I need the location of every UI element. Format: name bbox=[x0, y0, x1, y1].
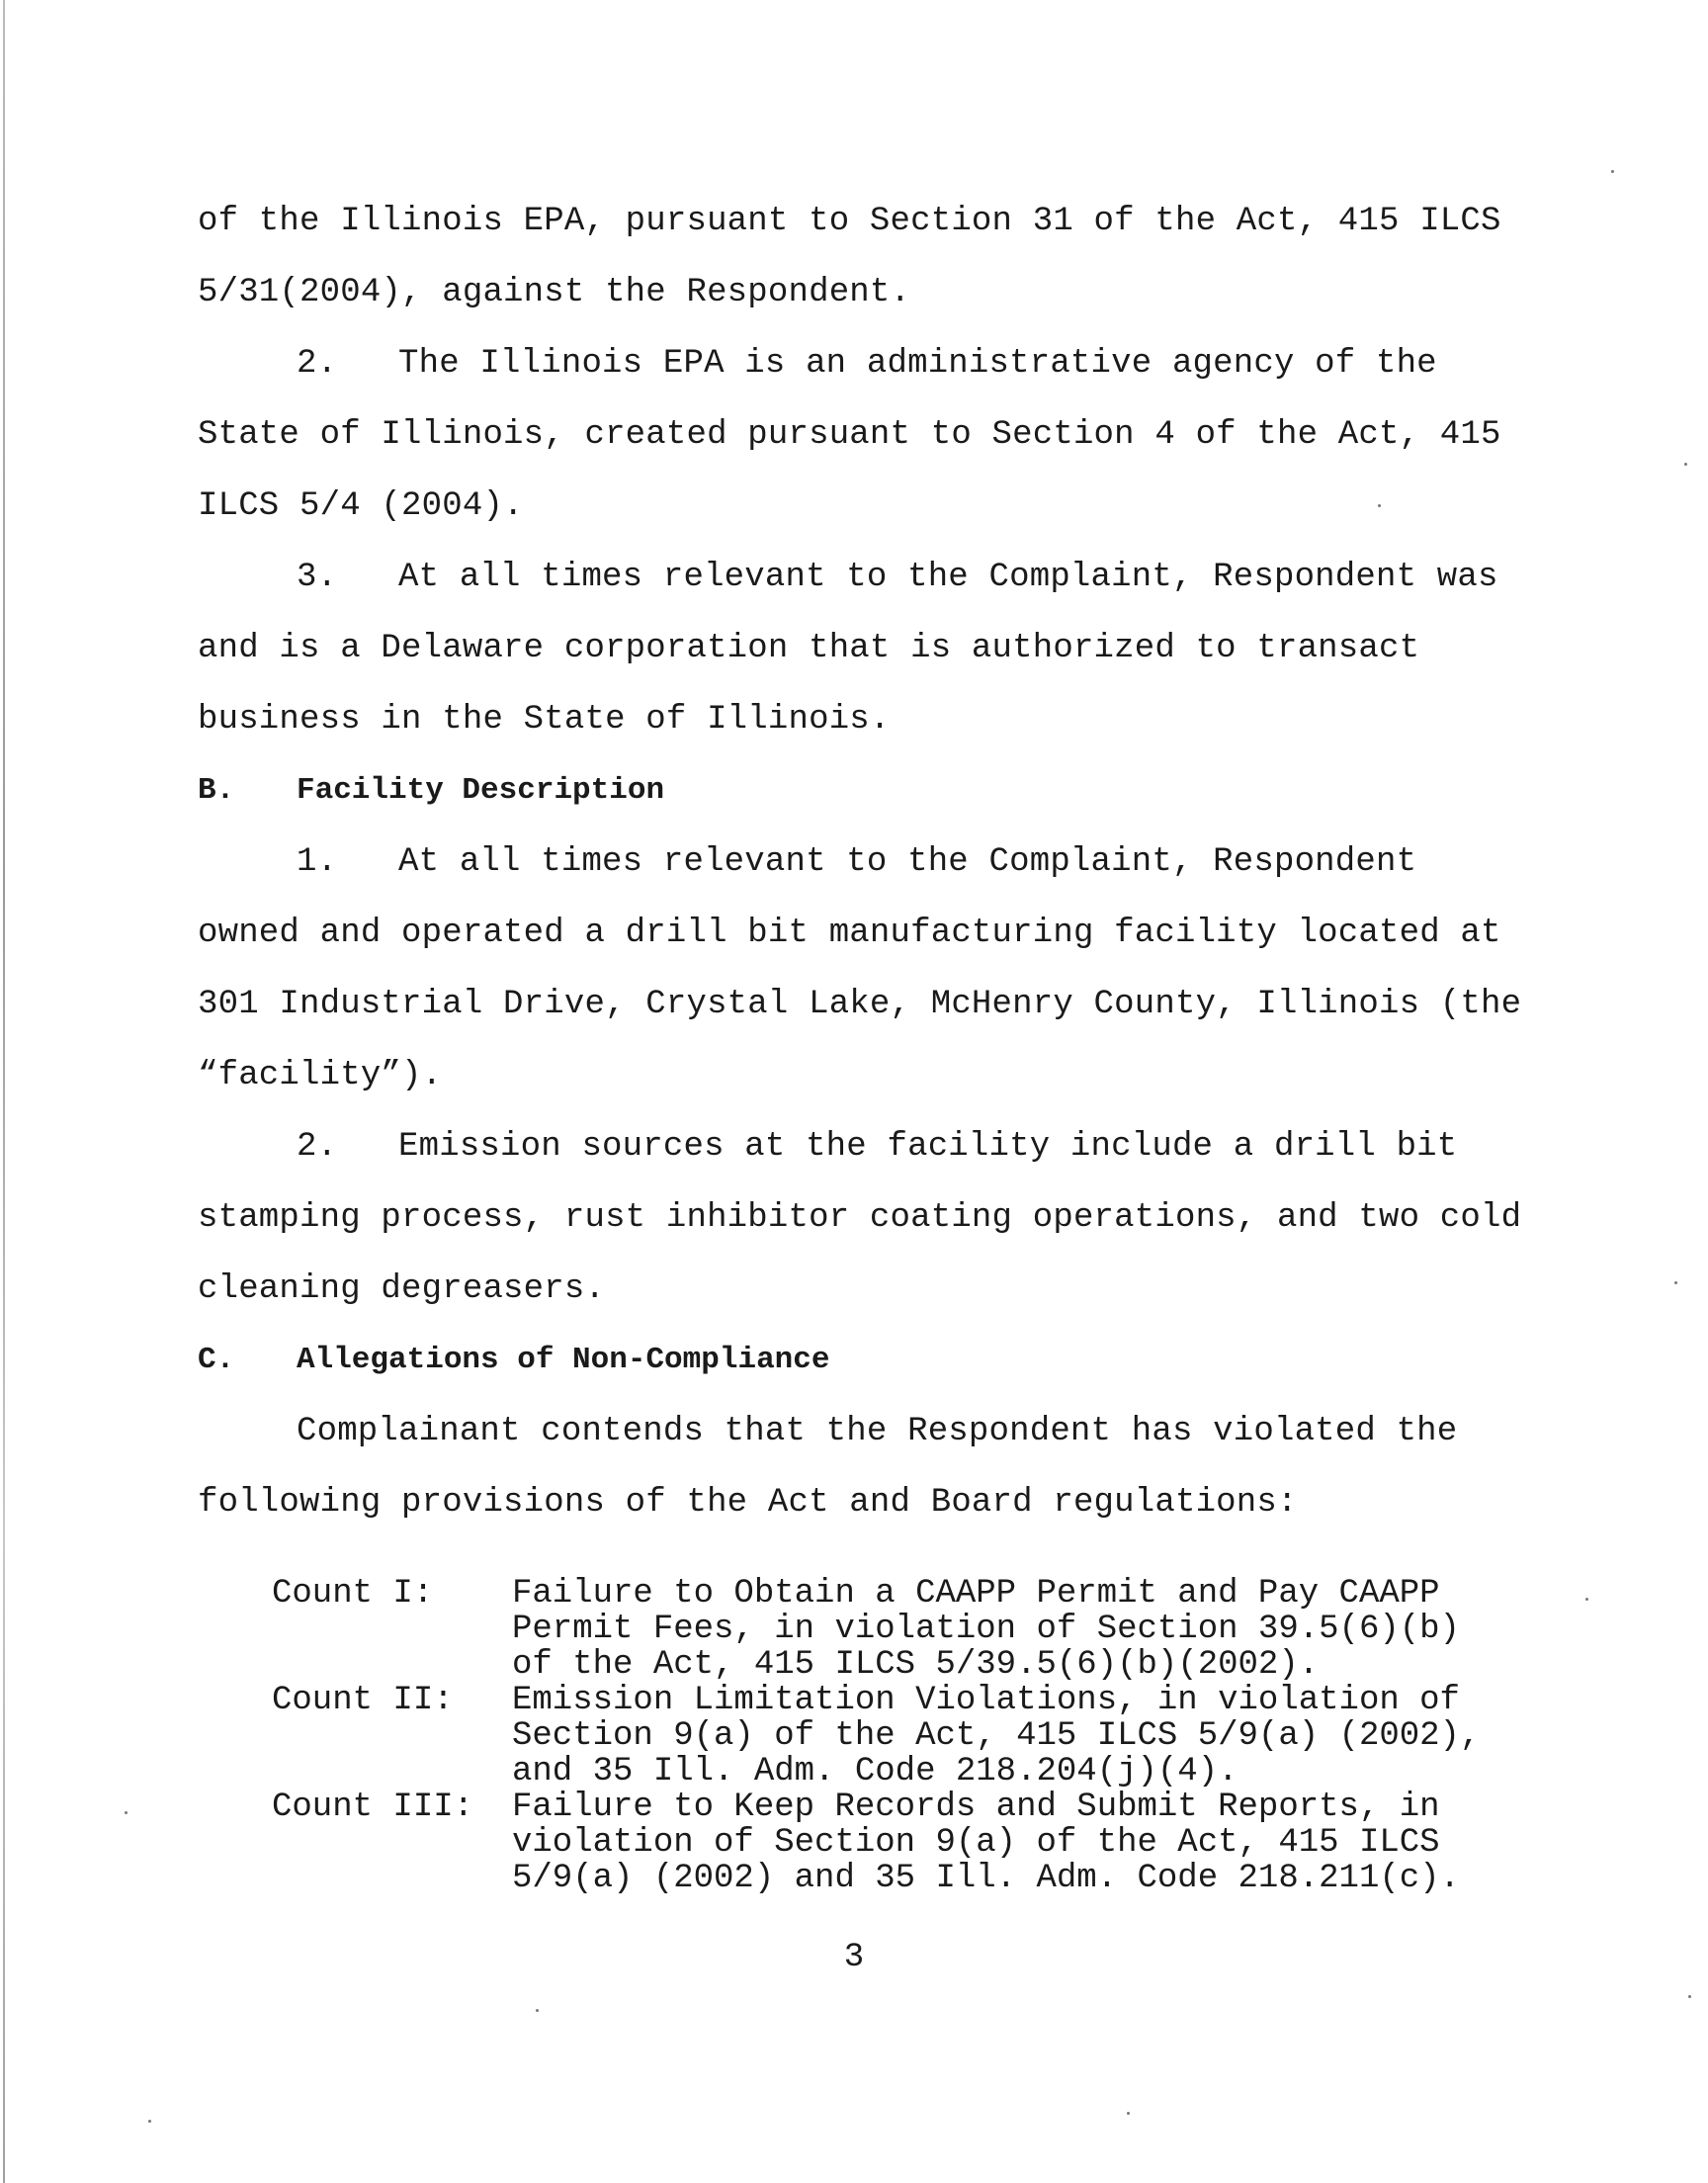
section-c-number: C. bbox=[198, 1343, 235, 1377]
document-page bbox=[198, 186, 1522, 1896]
paragraph-1 bbox=[198, 186, 1522, 328]
spacer bbox=[198, 1538, 1522, 1576]
scan-speck bbox=[1127, 2112, 1130, 2115]
scan-speck bbox=[1688, 1995, 1691, 1998]
section-c-title: Allegations of Non-Compliance bbox=[297, 1343, 830, 1377]
section-c-heading bbox=[198, 1325, 1522, 1396]
text-line: 301 Industrial Drive, Crystal Lake, McHenry County, Illinois (the bbox=[198, 986, 1522, 1023]
count-item bbox=[272, 1576, 1522, 1683]
scan-speck bbox=[536, 2009, 539, 2012]
section-b-paragraph-1 bbox=[198, 827, 1522, 1111]
count-line: violation of Section 9(a) of the Act, 415 ILCS bbox=[512, 1824, 1440, 1862]
text-line: and is a Delaware corporation that is authorized to transact bbox=[198, 630, 1420, 667]
section-b-number: B. bbox=[198, 773, 235, 808]
paragraph-2 bbox=[198, 328, 1522, 542]
text-line: following provisions of the Act and Board regulations: bbox=[198, 1484, 1298, 1522]
scan-edge bbox=[3, 0, 5, 2183]
count-line: Failure to Keep Records and Submit Reports, in bbox=[512, 1789, 1440, 1826]
text-line: cleaning degreasers. bbox=[198, 1270, 606, 1308]
count-line: Emission Limitation Violations, in violation of bbox=[512, 1682, 1460, 1719]
count-line: and 35 Ill. Adm. Code 218.204(j)(4). bbox=[512, 1753, 1238, 1790]
count-label: Count I: bbox=[272, 1575, 434, 1613]
scan-speck bbox=[1674, 1281, 1677, 1284]
scan-speck bbox=[148, 2120, 151, 2123]
count-label: Count II: bbox=[272, 1682, 454, 1719]
text-line: owned and operated a drill bit manufacturing facility located at bbox=[198, 915, 1501, 952]
count-label: Count III: bbox=[272, 1789, 474, 1826]
section-b-title: Facility Description bbox=[297, 773, 665, 808]
text-line: 3. At all times relevant to the Complaint, Respondent was bbox=[297, 559, 1498, 596]
count-line: Failure to Obtain a CAAPP Permit and Pay CAAPP bbox=[512, 1575, 1440, 1613]
text-line: State of Illinois, created pursuant to Section 4 of the Act, 415 bbox=[198, 416, 1501, 454]
count-line: 5/9(a) (2002) and 35 Ill. Adm. Code 218.211(c). bbox=[512, 1860, 1460, 1897]
text-line: Complainant contends that the Respondent has violated the bbox=[297, 1413, 1458, 1450]
text-line: of the Illinois EPA, pursuant to Section 31 of the Act, 415 ILCS bbox=[198, 203, 1501, 240]
count-description bbox=[512, 1683, 1480, 1790]
scan-speck bbox=[1611, 170, 1614, 173]
count-description bbox=[512, 1790, 1460, 1896]
scan-speck bbox=[125, 1811, 128, 1814]
text-line: 2. Emission sources at the facility include a drill bit bbox=[297, 1128, 1458, 1166]
count-description bbox=[512, 1576, 1460, 1683]
section-c-intro bbox=[198, 1396, 1522, 1538]
scan-speck bbox=[1378, 504, 1381, 507]
scan-speck bbox=[1585, 1598, 1588, 1601]
count-line: Section 9(a) of the Act, 415 ILCS 5/9(a) (2002), bbox=[512, 1717, 1481, 1755]
section-b-heading bbox=[198, 755, 1522, 827]
count-item bbox=[272, 1790, 1522, 1896]
text-line: ILCS 5/4 (2004). bbox=[198, 487, 524, 525]
section-b-paragraph-2 bbox=[198, 1111, 1522, 1325]
text-line: 5/31(2004), against the Respondent. bbox=[198, 274, 911, 311]
text-line: stamping process, rust inhibitor coating operations, and two cold bbox=[198, 1199, 1522, 1237]
counts-list bbox=[272, 1576, 1522, 1896]
scan-speck bbox=[1684, 463, 1687, 466]
text-line: 1. At all times relevant to the Complaint, Respondent bbox=[297, 843, 1417, 881]
count-line: Permit Fees, in violation of Section 39.5(6)(b) bbox=[512, 1611, 1460, 1648]
paragraph-3 bbox=[198, 542, 1522, 755]
count-line: of the Act, 415 ILCS 5/39.5(6)(b)(2002). bbox=[512, 1646, 1320, 1684]
text-line: 2. The Illinois EPA is an administrative agency of the bbox=[297, 345, 1437, 383]
text-line: “facility”). bbox=[198, 1057, 443, 1094]
count-item bbox=[272, 1683, 1522, 1790]
text-line: business in the State of Illinois. bbox=[198, 701, 891, 739]
page-number: 3 bbox=[843, 1939, 865, 1976]
